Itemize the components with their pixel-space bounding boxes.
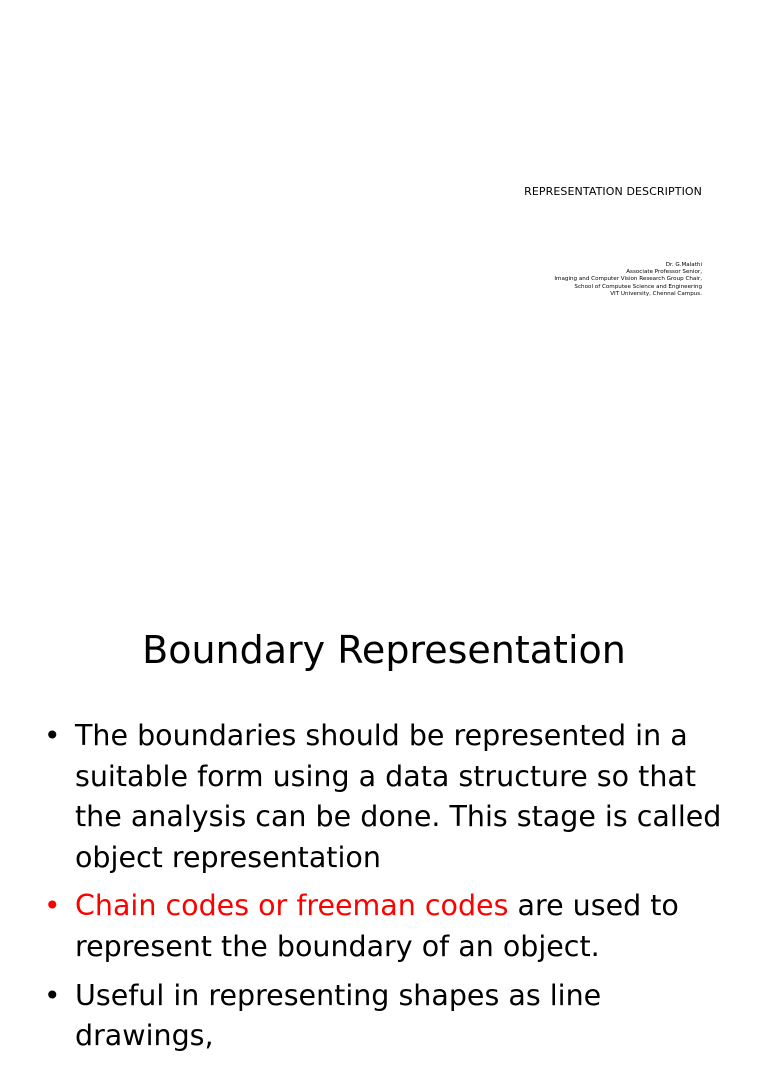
author-name: Dr. G.Malathi xyxy=(665,262,702,268)
author-university: VIT University, Chennai Campus. xyxy=(610,290,702,297)
bullet-icon: • xyxy=(44,978,61,1012)
bullet-icon: • xyxy=(44,719,61,752)
author-school: School of Computee Science and Engineering xyxy=(574,283,702,290)
bullet-list xyxy=(0,716,768,1065)
bullet-item-3 xyxy=(0,976,768,1057)
slide-title: REPRESENTATION DESCRIPTION xyxy=(524,185,702,198)
bullet-item-1 xyxy=(0,716,768,878)
bullet-item-2 xyxy=(0,886,768,967)
author-group: Imaging and Computer Vision Research Group Chair, xyxy=(554,276,702,283)
bullet-highlight: Chain codes or freeman codes xyxy=(75,889,509,923)
bullet-text: The boundaries should be represented in a suitable form using a data structure so that the analysis can be done. This stage is called object representation xyxy=(75,719,722,874)
bullet-icon: • xyxy=(44,889,61,923)
author-info xyxy=(554,262,702,298)
content-slide xyxy=(0,578,768,1053)
bullet-text: are used to represent the boundary of an object. xyxy=(75,889,679,963)
slide-heading: Boundary Representation xyxy=(142,628,626,672)
bullet-text: Useful in representing shapes as line drawings, xyxy=(75,978,602,1053)
author-position: Associate Professor Senior, xyxy=(626,269,702,276)
